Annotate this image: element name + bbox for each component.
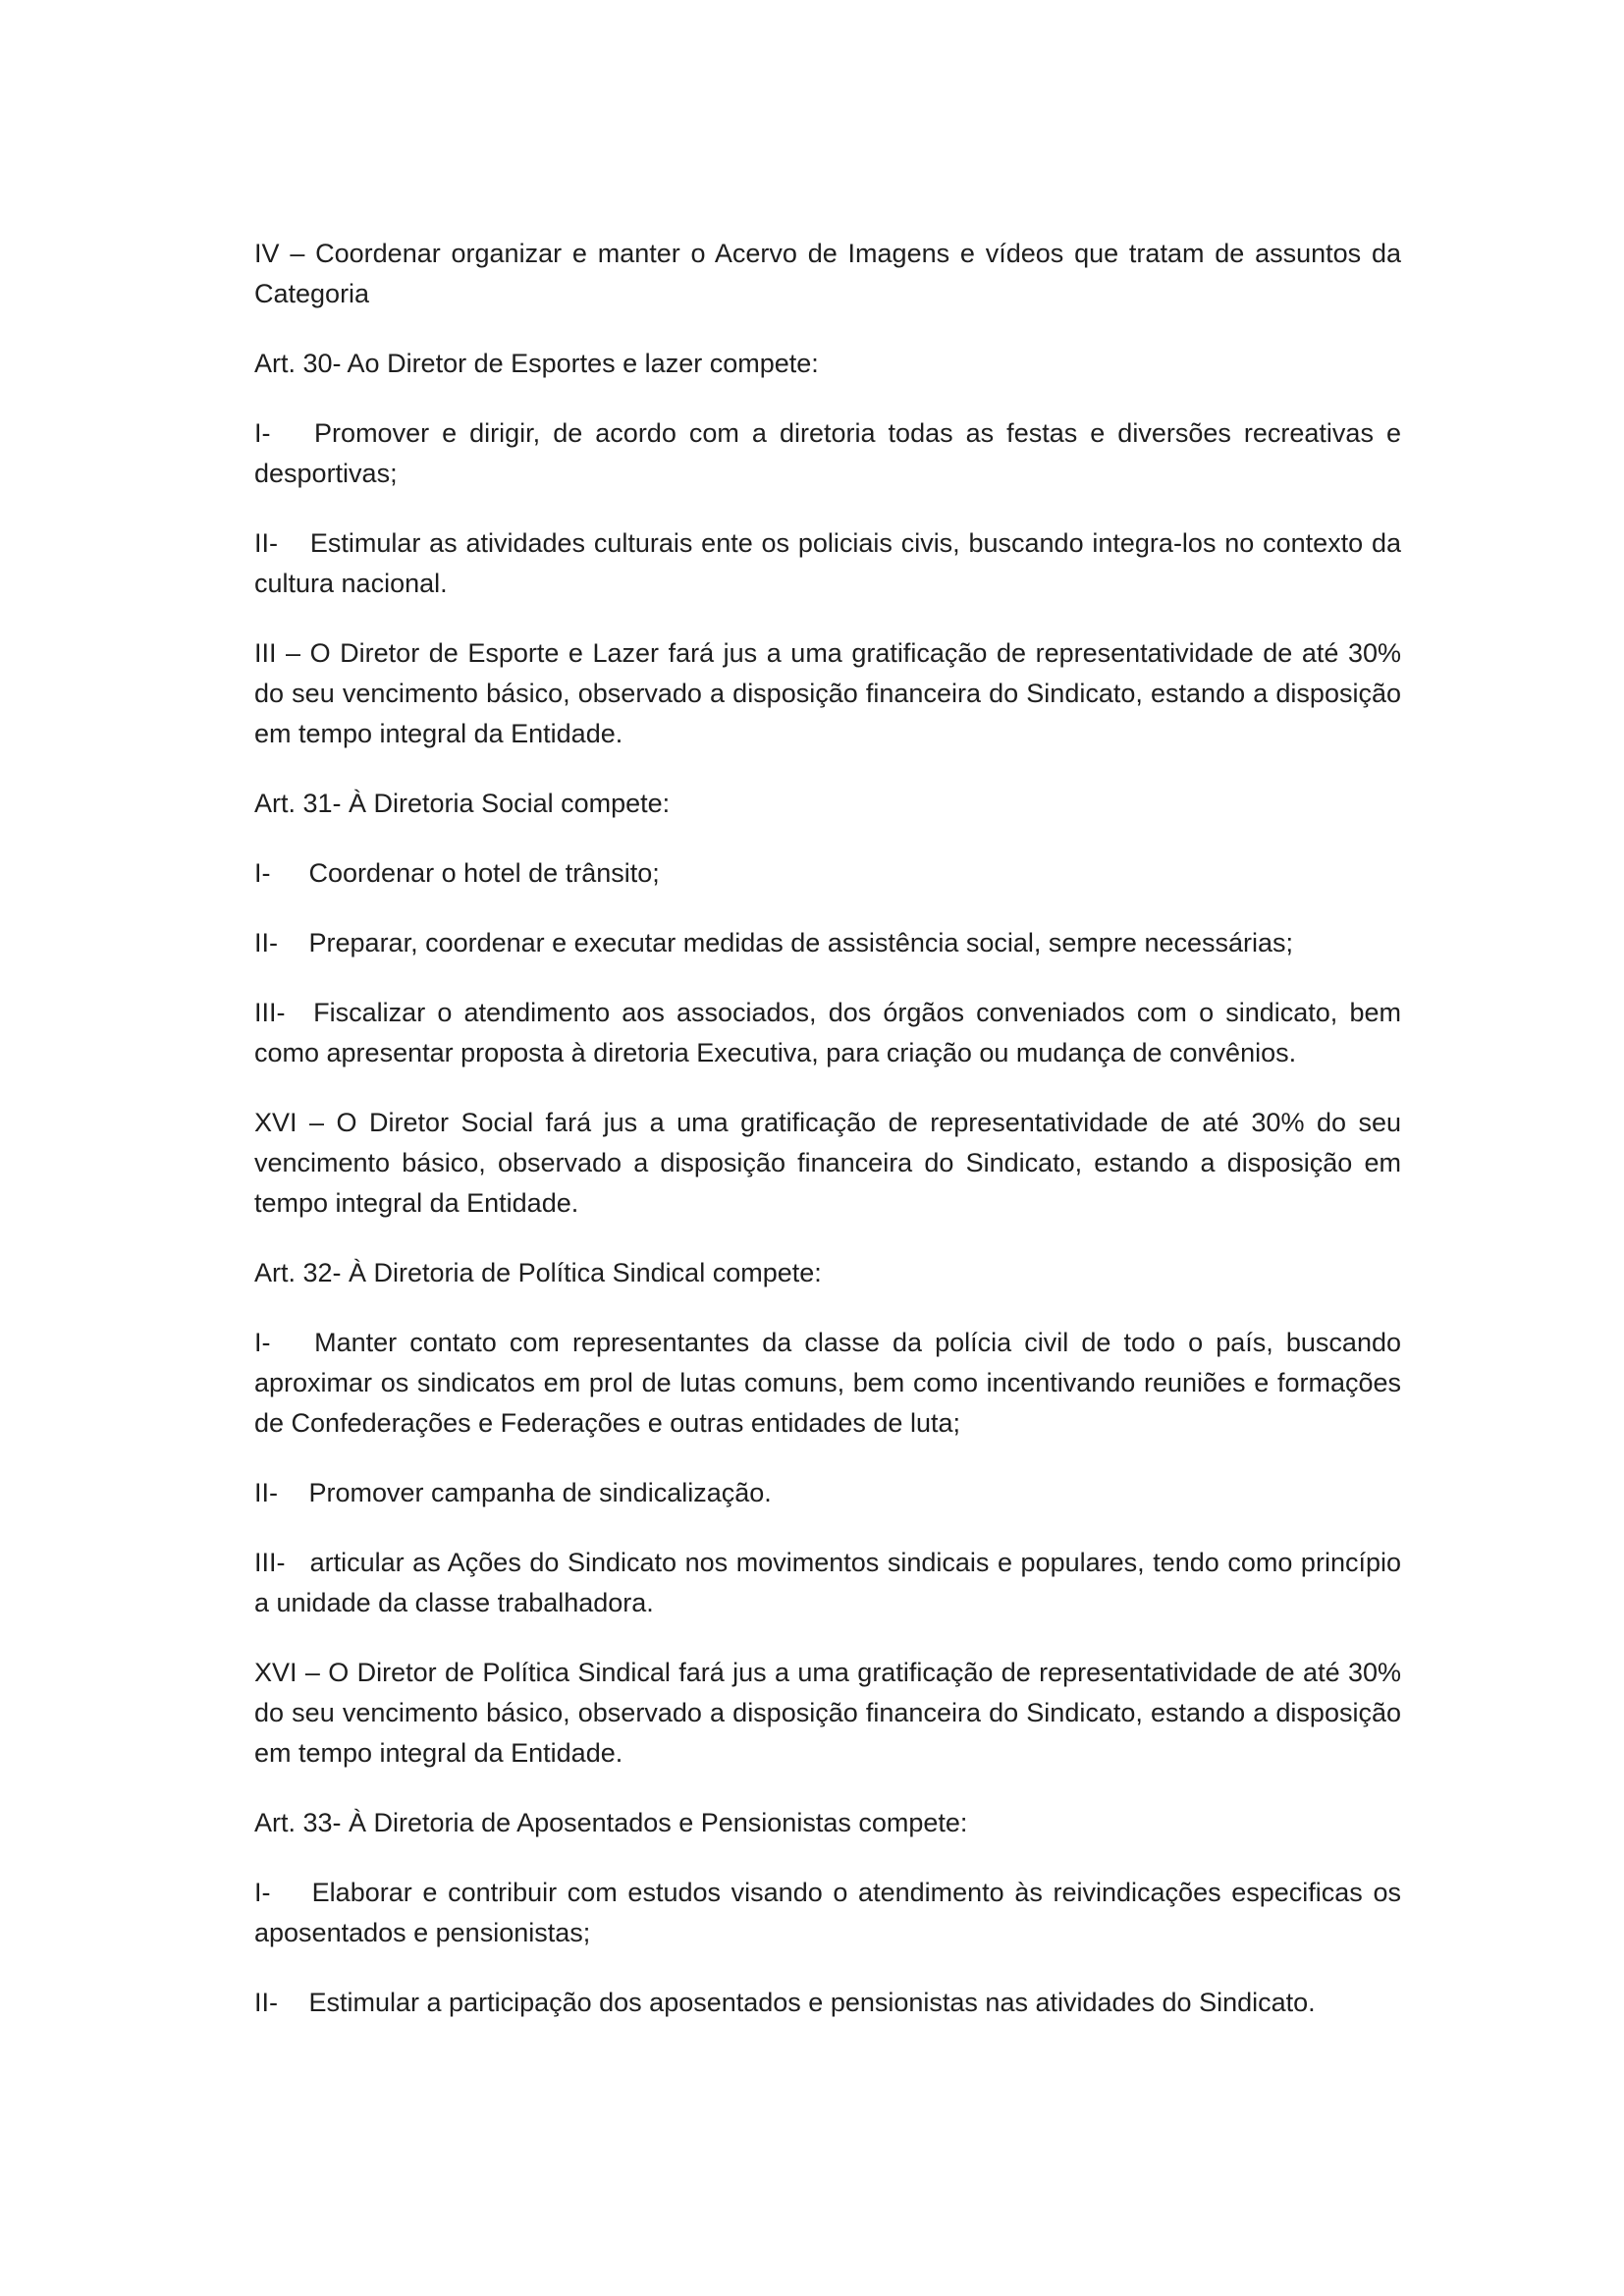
document-body bbox=[254, 234, 1401, 2052]
item-text: Promover e dirigir, de acordo com a diretoria todas as festas e diversões recreativas e desportivas; bbox=[254, 418, 1401, 488]
item-text: XVI – O Diretor de Política Sindical fará jus a uma gratificação de representatividade de até 30% do seu vencimento básico, observado a disposição financeira do Sindicato, estando a disposição em tempo integral da Entidade. bbox=[254, 1658, 1401, 1768]
article-32-item-xvi bbox=[254, 1653, 1401, 1774]
article-30-item-2 bbox=[254, 523, 1401, 604]
item-text: Elaborar e contribuir com estudos visando o atendimento às reivindicações especificas os aposentados e pensionistas; bbox=[254, 1878, 1401, 1947]
article-31-heading bbox=[254, 784, 1401, 824]
item-text: Estimular a participação dos aposentados e pensionistas nas atividades do Sindicato. bbox=[308, 1988, 1316, 2017]
paragraph-text: IV – Coordenar organizar e manter o Acervo de Imagens e vídeos que tratam de assuntos da Categoria bbox=[254, 239, 1401, 308]
article-30-item-1 bbox=[254, 413, 1401, 494]
item-number: III- bbox=[254, 998, 286, 1027]
item-number: II- bbox=[254, 528, 278, 558]
item-text: Promover campanha de sindicalização. bbox=[308, 1478, 772, 1507]
article-33-heading bbox=[254, 1803, 1401, 1843]
article-31-item-1 bbox=[254, 853, 1401, 894]
article-32-item-3 bbox=[254, 1543, 1401, 1623]
item-text: Estimular as atividades culturais ente os policiais civis, buscando integra-los no contexto da cultura nacional. bbox=[254, 528, 1401, 598]
item-text: III – O Diretor de Esporte e Lazer fará jus a uma gratificação de representatividade de até 30% do seu vencimento básico, observado a disposição financeira do Sindicato, estando a disposição em tempo integral da Entidade. bbox=[254, 638, 1401, 748]
item-number: II- bbox=[254, 1988, 278, 2017]
article-31-item-3 bbox=[254, 993, 1401, 1073]
item-number: II- bbox=[254, 928, 278, 957]
item-text: Coordenar o hotel de trânsito; bbox=[308, 858, 660, 888]
item-text: Manter contato com representantes da classe da polícia civil de todo o país, buscando aproximar os sindicatos em prol de lutas comuns, bem como incentivando reuniões e formações de Confederações e Federações e outras entidades de luta; bbox=[254, 1328, 1401, 1438]
paragraph-iv-acervo bbox=[254, 234, 1401, 314]
article-33-item-2 bbox=[254, 1983, 1401, 2023]
heading-text: Art. 31- À Diretoria Social compete: bbox=[254, 789, 671, 818]
item-number: I- bbox=[254, 418, 271, 448]
heading-text: Art. 33- À Diretoria de Aposentados e Pensionistas compete: bbox=[254, 1808, 968, 1837]
article-32-item-2 bbox=[254, 1473, 1401, 1513]
item-number: I- bbox=[254, 858, 271, 888]
article-32-item-1 bbox=[254, 1323, 1401, 1444]
item-text: Preparar, coordenar e executar medidas de assistência social, sempre necessárias; bbox=[308, 928, 1294, 957]
article-31-item-2 bbox=[254, 923, 1401, 963]
item-number: III- bbox=[254, 1548, 286, 1577]
item-text: Fiscalizar o atendimento aos associados, dos órgãos conveniados com o sindicato, bem como apresentar proposta à diretoria Executiva, para criação ou mudança de convênios. bbox=[254, 998, 1401, 1067]
item-text: XVI – O Diretor Social fará jus a uma gratificação de representatividade de até 30% do seu vencimento básico, observado a disposição financeira do Sindicato, estando a disposição em tempo integral da Entidade. bbox=[254, 1108, 1401, 1218]
item-number: I- bbox=[254, 1328, 271, 1357]
article-33-item-1 bbox=[254, 1873, 1401, 1953]
heading-text: Art. 30- Ao Diretor de Esportes e lazer compete: bbox=[254, 349, 819, 378]
heading-text: Art. 32- À Diretoria de Política Sindical compete: bbox=[254, 1258, 822, 1287]
article-30-heading bbox=[254, 344, 1401, 384]
article-30-item-3 bbox=[254, 633, 1401, 754]
article-31-item-xvi bbox=[254, 1103, 1401, 1224]
item-number: II- bbox=[254, 1478, 278, 1507]
item-number: I- bbox=[254, 1878, 271, 1907]
item-text: articular as Ações do Sindicato nos movimentos sindicais e populares, tendo como princípio a unidade da classe trabalhadora. bbox=[254, 1548, 1401, 1617]
article-32-heading bbox=[254, 1253, 1401, 1293]
